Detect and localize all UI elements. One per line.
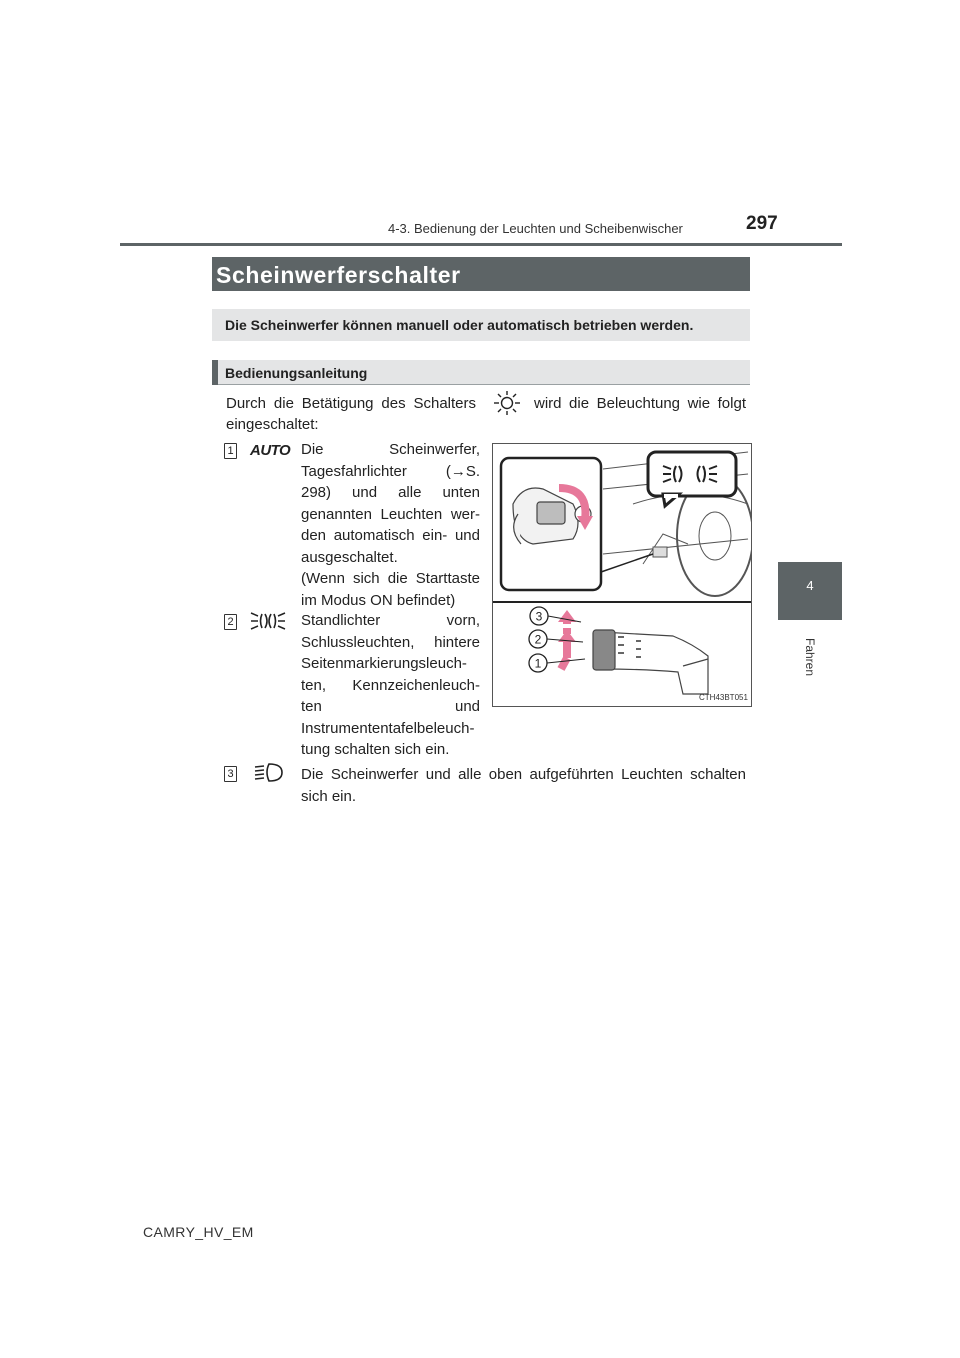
illustration-code: CTH43BT051 xyxy=(699,693,748,702)
svg-text:2: 2 xyxy=(534,632,542,647)
lead-text-1: Durch die Betätigung des Schalters xyxy=(226,395,476,412)
callout-2 xyxy=(529,630,583,648)
item-number-3: 3 xyxy=(224,766,237,782)
svg-text:1: 1 xyxy=(534,656,542,671)
auto-label: AUTO xyxy=(250,442,291,459)
stalk-drawing xyxy=(593,630,708,694)
headlight-switch-illustration xyxy=(493,444,751,706)
illustration-frame xyxy=(492,443,752,707)
chapter-number: 4 xyxy=(806,578,814,593)
lead-text-3: eingeschaltet: xyxy=(226,416,319,433)
callout-1 xyxy=(529,654,585,672)
item-1-text: Die Scheinwerfer, Tagesfahrlichter (→S. 298) und alle unten genannten Leuchten wer- den automatisch ein- und ausgeschaltet. (Wenn sich die Starttaste im Modus ON befindet) xyxy=(301,441,480,609)
page-title: Scheinwerferschalter xyxy=(216,262,461,288)
light-switch-icon xyxy=(492,390,522,416)
item-number-2: 2 xyxy=(224,614,237,630)
lead-text-2: wird die Beleuchtung wie folgt xyxy=(534,395,746,412)
document-code: CAMRY_HV_EM xyxy=(143,1224,254,1240)
svg-text:3: 3 xyxy=(535,609,543,624)
item-2-text: Standlichter vorn, Schlussleuchten, hintere Seitenmarkierungsleuch- ten, Kennzeichenleuch- ten und Instrumententafelbeleuch- tung schalten sich ein. xyxy=(301,612,480,758)
callout-3 xyxy=(530,607,581,625)
headlight-icon xyxy=(254,762,284,784)
subsection-accent xyxy=(212,360,218,385)
subsection-heading: Bedienungsanleitung xyxy=(225,365,368,381)
running-header: 4-3. Bedienung der Leuchten und Scheibenwischer xyxy=(388,221,683,236)
header-divider xyxy=(120,243,842,246)
item-3-text: Die Scheinwerfer und alle oben aufgeführten Leuchten schalten sich ein. xyxy=(301,766,746,805)
chapter-label: Fahren xyxy=(803,637,817,677)
item-number-1: 1 xyxy=(224,443,237,459)
page-number: 297 xyxy=(746,213,778,234)
parking-light-icon xyxy=(250,610,286,632)
symbol-bubble xyxy=(648,452,736,496)
intro-text: Die Scheinwerfer können manuell oder automatisch betrieben werden. xyxy=(225,317,694,333)
